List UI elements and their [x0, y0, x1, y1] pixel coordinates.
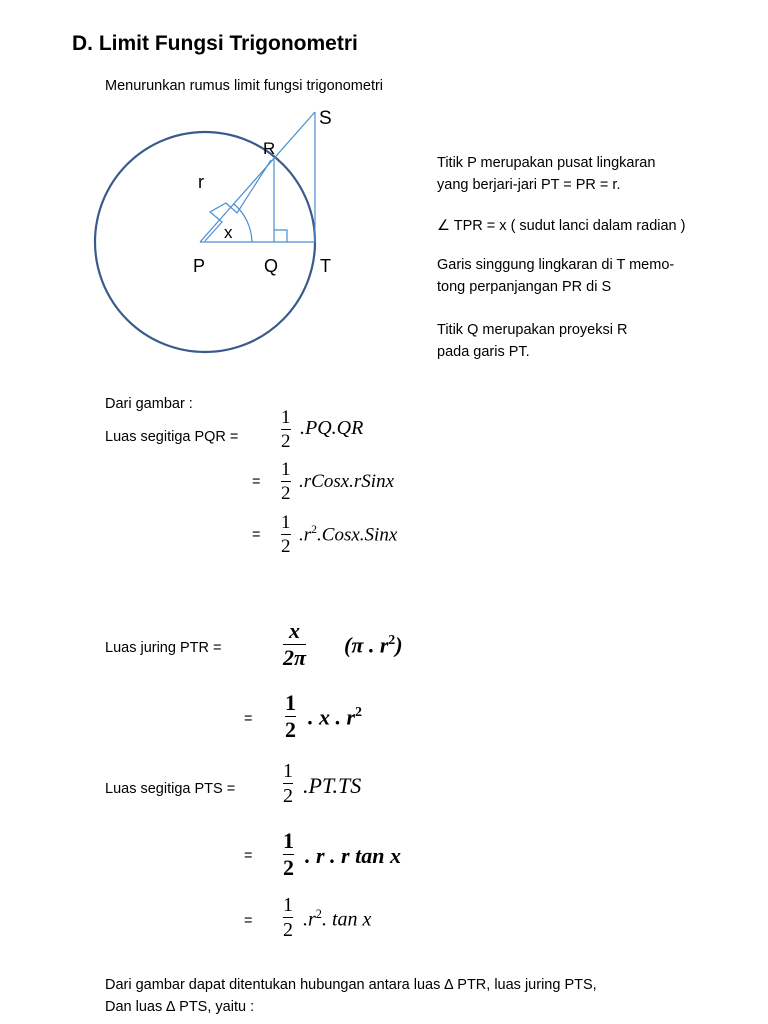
label-s: S — [319, 108, 332, 129]
fraction-denominator: 2 — [281, 483, 291, 504]
fraction-denominator: 2 — [285, 717, 296, 742]
fraction-denominator: 2 — [281, 431, 291, 452]
juring-expression-2 — [308, 704, 362, 730]
juring-label: Luas juring PTR = — [105, 640, 222, 656]
term-pi-r: (π . r — [344, 632, 389, 658]
pts-fraction-3 — [283, 895, 293, 940]
pts-expression-3 — [303, 907, 371, 932]
pts-label: Luas segitiga PTS = — [105, 781, 236, 797]
fraction-denominator: 2 — [281, 536, 291, 557]
pqr-expression-2: .rCosx.rSinx — [299, 471, 394, 492]
term-x-r: . x . r — [308, 704, 356, 730]
pqr-expression-3 — [299, 523, 397, 546]
fraction-bar — [281, 534, 291, 535]
eq-sign: = — [252, 527, 261, 543]
subtitle: Menurunkan rumus limit fungsi trigonometri — [105, 78, 384, 94]
juring-fraction-1 — [283, 620, 306, 669]
desc-line-3: ∠ TPR = x ( sudut lanci dalam radian ) — [437, 218, 686, 234]
fraction-numerator: 1 — [281, 459, 291, 480]
paren-close: ) — [395, 632, 403, 658]
exponent: 2 — [311, 523, 318, 536]
fraction-numerator: 1 — [281, 512, 291, 533]
pqr-fraction-2 — [281, 460, 291, 503]
pts-expression-2: . r . r tan x — [305, 843, 401, 868]
segment-ps — [200, 112, 315, 242]
desc-line-2: yang berjari-jari PT = PR = r. — [437, 177, 621, 193]
fraction-numerator: 1 — [281, 407, 291, 428]
desc-line-7: pada garis PT. — [437, 344, 530, 360]
pqr-fraction-1 — [281, 408, 291, 451]
exponent: 2 — [388, 632, 396, 647]
fraction-denominator: 2π — [283, 645, 307, 670]
exponent: 2 — [315, 907, 322, 921]
footer-line-1: Dari gambar dapat ditentukan hubungan antara luas ∆ PTR, luas juring PTS, — [105, 977, 597, 993]
juring-fraction-2 — [285, 692, 296, 741]
fraction-bar — [283, 783, 293, 784]
label-r-radius: r — [198, 172, 204, 192]
geometry-figure — [0, 0, 768, 400]
fraction-denominator: 2 — [283, 785, 293, 807]
footer-line-2: Dan luas ∆ PTS, yaitu : — [105, 999, 255, 1015]
label-t: T — [320, 256, 331, 276]
fraction-numerator: 1 — [283, 828, 294, 853]
label-r-point: R — [263, 139, 276, 158]
term-r: .r — [303, 908, 316, 931]
juring-expression-1 — [344, 632, 403, 658]
fraction-bar — [281, 429, 291, 430]
from-figure-label: Dari gambar : — [105, 396, 193, 412]
pqr-fraction-3 — [281, 513, 291, 556]
term-trig: .Cosx.Sinx — [317, 524, 398, 546]
eq-sign: = — [252, 474, 261, 490]
page-title: D. Limit Fungsi Trigonometri — [72, 32, 358, 55]
desc-line-6: Titik Q merupakan proyeksi R — [437, 322, 628, 338]
desc-line-5: tong perpanjangan PR di S — [437, 279, 612, 295]
desc-line-4: Garis singgung lingkaran di T memo- — [437, 257, 675, 273]
eq-sign: = — [244, 848, 253, 864]
term-r: .r — [299, 524, 312, 546]
angle-arc — [234, 204, 252, 242]
desc-line-1: Titik P merupakan pusat lingkaran — [437, 155, 656, 171]
fraction-denominator: 2 — [283, 919, 293, 941]
fraction-denominator: 2 — [283, 855, 294, 880]
fraction-bar — [283, 917, 293, 918]
pqr-expression-1: .PQ.QR — [300, 417, 364, 439]
eq-sign: = — [244, 711, 253, 727]
pts-expression-1: .PT.TS — [303, 773, 362, 798]
fraction-bar — [281, 481, 291, 482]
right-angle-mark — [274, 230, 287, 242]
fraction-numerator: x — [289, 618, 300, 643]
fraction-numerator: 1 — [285, 690, 296, 715]
fraction-numerator: 1 — [283, 760, 293, 782]
label-x-angle: x — [224, 223, 233, 242]
pqr-label: Luas segitiga PQR = — [105, 429, 239, 445]
fraction-numerator: 1 — [283, 894, 293, 916]
eq-sign: = — [244, 913, 253, 929]
label-q: Q — [264, 256, 279, 276]
pts-fraction-1 — [283, 761, 293, 806]
pts-fraction-2 — [283, 830, 294, 879]
term-tan: . tan x — [322, 908, 372, 931]
exponent: 2 — [355, 704, 362, 719]
label-p: P — [193, 256, 206, 276]
